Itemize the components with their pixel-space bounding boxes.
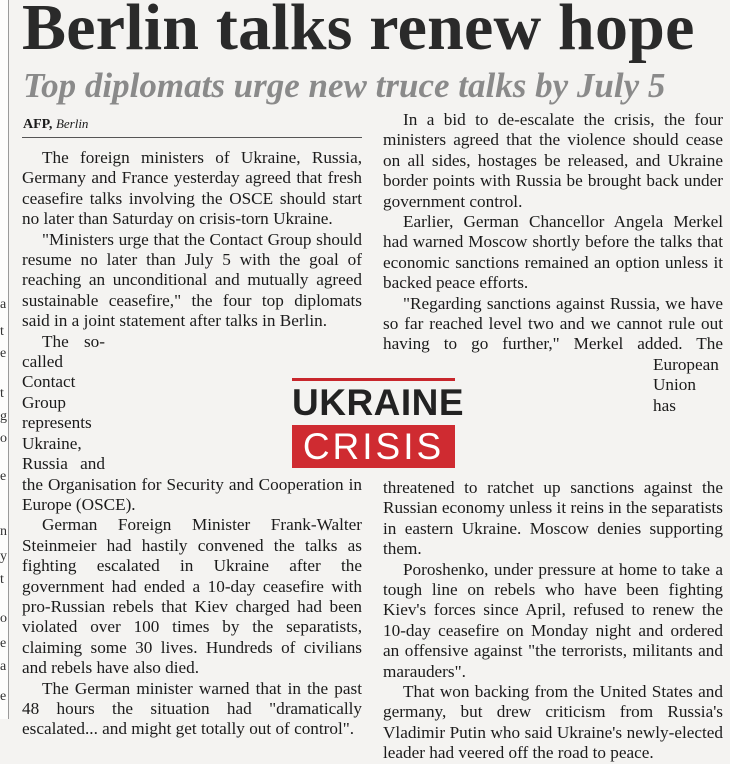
adjacent-column-char: g [0,409,7,424]
byline-rule [22,137,362,138]
article-paragraph: In a bid to de-escalate the crisis, the four ministers agreed that the violence should cease on all sides, hostages be released, and Ukraine border points with Russia be brought back under government control. [383,110,723,211]
article-paragraph: The foreign ministers of Ukraine, Russia, Germany and France yesterday agreed that fresh ceasefire talks involving the OSCE should start no later than Saturday on crisis-torn Ukraine. [22,148,362,229]
logo-top-text: UKRAINE [292,378,455,425]
article-paragraph: Earlier, German Chancellor Angela Merkel had warned Moscow shortly before the talks that economic sanctions remained an option unless it backed peace efforts. [383,212,723,293]
adjacent-column-char: n [0,524,7,539]
adjacent-column-char: y [0,549,7,564]
article-paragraph: German Foreign Minister Frank-Walter Steinmeier had hastily convened the talks as fighting escalated in Ukraine after the government had ended a 10-day ceasefire with pro-Russian rebels that Kiev charged had been violated over 100 times by the separatists, claiming some 30 lives. Hundreds of civilians and rebels have also died. [22,515,362,678]
adjacent-column-char: t [0,324,4,339]
adjacent-column-char: e [0,636,7,651]
article-paragraph: The German minister warned that in the past 48 hours the situation had "dramatically escalated... and might get totally out of control". [22,678,362,739]
byline-city: Berlin [55,116,89,131]
adjacent-column-char: t [0,572,4,587]
adjacent-column-char: t [0,386,4,401]
logo-bottom-text: CRISIS [292,425,455,468]
ukraine-crisis-logo [292,378,465,468]
column-divider [8,0,9,719]
headline: Berlin talks renew hope [22,0,695,64]
article-paragraph: "Ministers urge that the Contact Group should resume no later than July 5 with the goal of reaching an unconditional and mutually agreed sustainable ceasefire," the four top diplomats said in a joint statement after talks in Berlin. [22,229,362,331]
adjacent-column-char: o [0,611,7,626]
byline [23,116,88,133]
adjacent-column-char: a [0,297,7,312]
adjacent-column-char: e [0,689,7,704]
article-paragraph: "Regarding sanctions against Russia, we have so far reached level two and we cannot rule out having to go further," Merkel added. The European Union has threatened to ratchet up sanctions against the Russian economy unless it reins in the separatists in eastern Ukraine. Moscow denies supporting them. [383,293,723,559]
adjacent-column-char: o [0,431,7,446]
adjacent-column-char: e [0,346,7,361]
article-paragraph: That won backing from the United States and germany, but drew criticism from Russia's Vladimir Putin who said Ukraine's newly-elected leader had veered off the road to peace. [383,681,723,763]
adjacent-column-char: a [0,659,7,674]
adjacent-column-char: e [0,469,7,484]
article-paragraph: The so-called Contact Group represents Ukraine, Russia and the Organisation for Security and Cooperation in Europe (OSCE). [22,331,362,514]
subheadline: Top diplomats urge new truce talks by July 5 [23,66,666,105]
byline-agency: AFP, [23,117,53,132]
article-paragraph: Poroshenko, under pressure at home to take a tough line on rebels who have been fighting Kiev's forces since April, refused to renew the 10-day ceasefire on Monday night and ordered an offensive against "the terrorists, militants and marauders". [383,559,723,681]
